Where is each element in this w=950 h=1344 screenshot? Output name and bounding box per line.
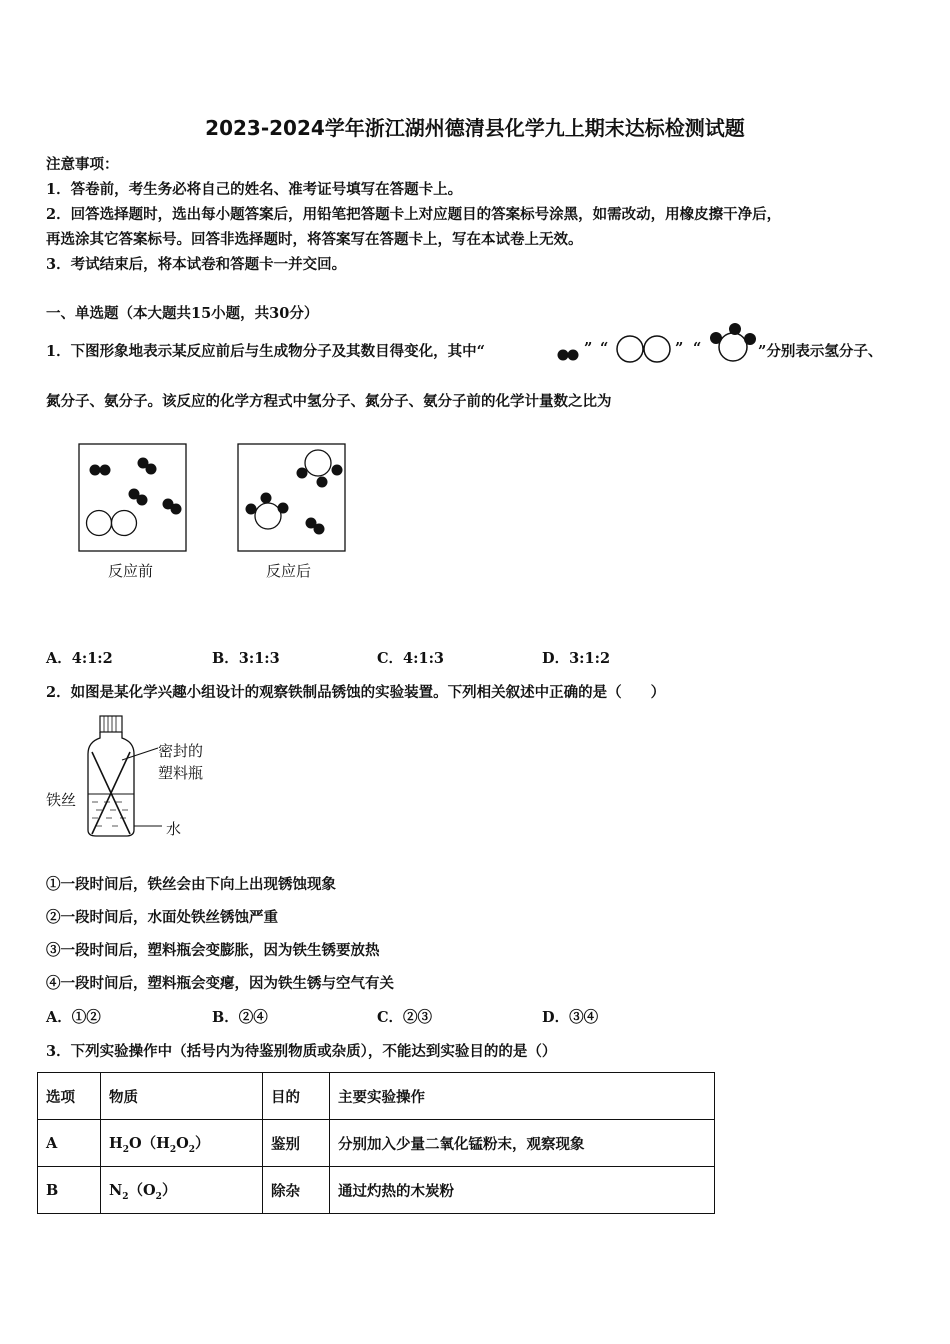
q2-statement-2: ②一段时间后，水面处铁丝锈蚀严重: [46, 909, 278, 926]
notice-item-1: 1．答卷前，考生务必将自己的姓名、准考证号填写在答题卡上。: [46, 181, 463, 198]
q1-option-c[interactable]: C．4:1:3: [377, 650, 445, 667]
ammonia-molecule-icon: [707, 320, 759, 366]
q2-stem: 2．如图是某化学兴趣小组设计的观察铁制品锈蚀的实验装置。下列相关叙述中正确的是（ ）: [46, 684, 666, 701]
q2-statement-1: ①一段时间后，铁丝会由下向上出现锈蚀现象: [46, 876, 336, 893]
q2-statement-3: ③一段时间后，塑料瓶会变膨胀，因为铁生锈要放热: [46, 942, 380, 959]
notice-item-2: 2．回答选择题时，选出每小题答案后，用铅笔把答题卡上对应题目的答案标号涂黑，如需改动，用橡皮擦干净后，: [46, 206, 782, 223]
header-purpose: 目的: [263, 1073, 330, 1120]
row-purpose: 鉴别: [263, 1120, 330, 1167]
q2-statement-4: ④一段时间后，塑料瓶会变瘪，因为铁生锈与空气有关: [46, 975, 394, 992]
row-option: B: [38, 1167, 101, 1214]
label-sealed: 密封的: [158, 742, 204, 760]
hydrogen-molecule-icon: [556, 346, 582, 362]
q2-option-a[interactable]: A．①②: [46, 1009, 101, 1026]
q1-quote-close-1: ”: [584, 340, 593, 357]
q1-stem-part1: 1．下图形象地表示某反应前后与生成物分子及其数目得变化，其中“: [46, 343, 485, 360]
q2-option-d[interactable]: D．③④: [542, 1009, 599, 1026]
row-substance: $H_2O(H_2O_2)$: [101, 1120, 263, 1167]
row-operation: 通过灼热的木炭粉: [330, 1167, 715, 1214]
nitrogen-molecule-icon: [615, 333, 673, 365]
q1-quote-close-2: ”: [675, 340, 684, 357]
label-iron-wire: 铁丝: [46, 791, 77, 809]
q1-quote-open-2: “: [600, 340, 609, 357]
table-row: [38, 1167, 715, 1214]
q1-option-b[interactable]: B．3:1:3: [212, 650, 280, 667]
notice-heading: 注意事项：: [46, 156, 119, 173]
q3-table: [37, 1072, 715, 1214]
section-heading: 一、单选题（本大题共15小题，共30分）: [46, 305, 319, 322]
table-header-row: [38, 1073, 715, 1120]
q2-option-b[interactable]: B．②④: [212, 1009, 268, 1026]
label-bottle: 塑料瓶: [158, 764, 204, 782]
header-substance: 物质: [101, 1073, 263, 1120]
notice-item-2-cont: 再选涂其它答案标号。回答非选择题时，将答案写在答题卡上，写在本试卷上无效。: [46, 231, 583, 248]
page-title: 2023-2024学年浙江湖州德清县化学九上期末达标检测试题: [205, 116, 745, 140]
q2-option-c[interactable]: C．②③: [377, 1009, 433, 1026]
row-operation: 分别加入少量二氧化锰粉末，观察现象: [330, 1120, 715, 1167]
row-substance: $N_2(O_2)$: [101, 1167, 263, 1214]
q1-quote-open-3: “: [693, 340, 702, 357]
q1-option-a[interactable]: A．4:1:2: [46, 650, 113, 667]
q1-option-d[interactable]: D．3:1:2: [542, 650, 611, 667]
q1-stem-part2: ”分别表示氢分子、: [758, 343, 883, 360]
q1-stem-line2: 氮分子、氨分子。该反应的化学方程式中氢分子、氮分子、氨分子前的化学计量数之比为: [46, 393, 612, 410]
notice-item-3: 3．考试结束后，将本试卷和答题卡一并交回。: [46, 256, 347, 273]
reaction-diagram: [70, 436, 370, 561]
q3-stem: 3．下列实验操作中（括号内为待鉴别物质或杂质），不能达到实验目的的是（）: [46, 1043, 557, 1060]
header-operation: 主要实验操作: [330, 1073, 715, 1120]
header-option: 选项: [38, 1073, 101, 1120]
table-row: [38, 1120, 715, 1167]
label-water: 水: [166, 820, 182, 838]
after-label: 反应后: [266, 562, 312, 580]
row-option: A: [38, 1120, 101, 1167]
row-purpose: 除杂: [263, 1167, 330, 1214]
before-label: 反应前: [108, 562, 154, 580]
